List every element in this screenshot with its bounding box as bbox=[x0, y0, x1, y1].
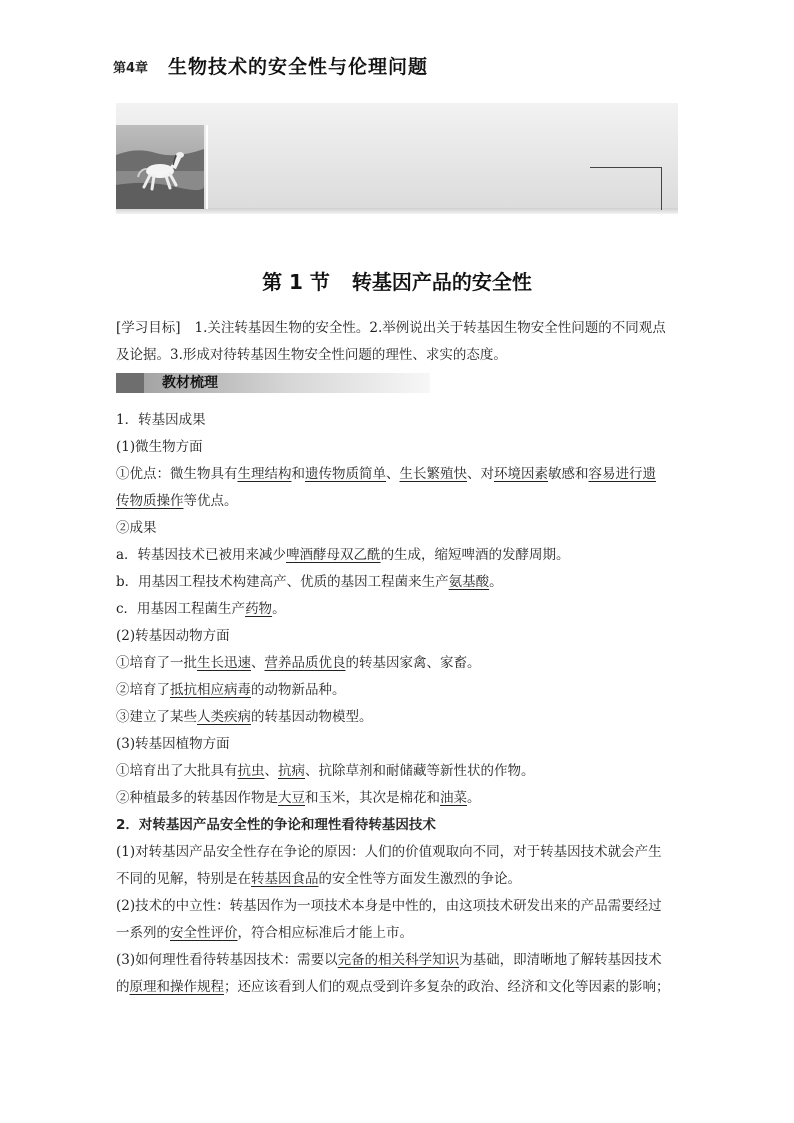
underlined-text: 生长迅速 bbox=[197, 655, 251, 671]
underlined-text: 人类疾病 bbox=[197, 709, 251, 725]
animal-item-3 bbox=[116, 704, 678, 731]
text: 一系列的 bbox=[116, 925, 170, 941]
underlined-text: 药物 bbox=[245, 601, 273, 617]
underlined-text: 容易进行遗 bbox=[588, 466, 656, 482]
text: ②种植最多的转基因作物是 bbox=[116, 790, 278, 806]
text: 为基础，即清晰地了解转基因技术 bbox=[459, 952, 662, 968]
advantage-line-2 bbox=[116, 488, 678, 515]
underlined-text: 遗传物质简单 bbox=[305, 466, 386, 482]
underlined-text: 生理结构 bbox=[237, 466, 292, 482]
result-b bbox=[116, 569, 678, 596]
advantage-line-1 bbox=[116, 461, 678, 488]
plant-item-1 bbox=[116, 758, 678, 785]
animal-item-1 bbox=[116, 650, 678, 677]
subheading-plant: (3)转基因植物方面 bbox=[116, 736, 230, 752]
rational-line-2 bbox=[116, 974, 678, 1001]
controversy-line-2 bbox=[116, 866, 678, 893]
text: ③建立了某些 bbox=[116, 709, 197, 725]
underlined-text: 传物质操作 bbox=[116, 493, 184, 509]
underlined-text: 转基因食品 bbox=[251, 871, 319, 887]
text: ；还应该看到人们的观点受到许多复杂的政治、经济和文化等因素的影响； bbox=[224, 979, 670, 995]
underlined-text: 生长繁殖快 bbox=[399, 466, 467, 482]
chapter-banner bbox=[116, 103, 678, 213]
underlined-text: 完备的相关科学知识 bbox=[337, 952, 460, 968]
text: ，符合相应标准后才能上市。 bbox=[237, 925, 413, 941]
banner-bracket-line bbox=[661, 167, 662, 210]
rational-line-1 bbox=[116, 947, 678, 974]
heading-1: 1．转基因成果 bbox=[116, 412, 206, 428]
text: ①培育了一批 bbox=[116, 655, 197, 671]
chapter-number: 第4章 bbox=[113, 61, 149, 76]
section-number: 第 1 节 bbox=[262, 270, 330, 294]
banner-divider bbox=[206, 125, 208, 209]
objectives-text: 1.关注转基因生物的安全性。2.举例说出关于转基因生物安全性问题的不同观点 bbox=[194, 320, 666, 336]
text: 的生成，缩短啤酒的发酵周期。 bbox=[380, 547, 570, 563]
animal-item-2 bbox=[116, 677, 678, 704]
text: 、抗除草剂和耐储藏等新性状的作物。 bbox=[305, 763, 535, 779]
section-title bbox=[0, 266, 794, 295]
results-heading: ②成果 bbox=[116, 520, 157, 536]
underlined-text: 环境因素 bbox=[494, 466, 548, 482]
text: 的转基因家禽、家畜。 bbox=[345, 655, 481, 671]
result-c bbox=[116, 596, 678, 623]
objectives-line-2: 及论据。3.形成对待转基因生物安全性问题的理性、求实的态度。 bbox=[116, 347, 507, 363]
text: ①优点：微生物具有 bbox=[116, 466, 238, 482]
text: c．用基因工程菌生产 bbox=[116, 601, 246, 617]
text: 。 bbox=[489, 574, 503, 590]
text: b．用基因工程技术构建高产、优质的基因工程菌来生产 bbox=[116, 574, 449, 590]
underlined-text: 原理和操作规程 bbox=[129, 979, 224, 995]
text: 、 bbox=[386, 466, 400, 482]
underlined-text: 抗虫 bbox=[237, 763, 265, 779]
objectives-label: [学习目标] bbox=[116, 320, 181, 336]
underlined-text: 抗病 bbox=[278, 763, 305, 779]
subheading-microbe: (1)微生物方面 bbox=[116, 439, 203, 455]
objectives-line-1 bbox=[116, 315, 678, 342]
text: 敏感和 bbox=[548, 466, 589, 482]
text: 。 bbox=[272, 601, 286, 617]
neutrality-line-2 bbox=[116, 920, 678, 947]
text: 的安全性等方面发生激烈的争论。 bbox=[318, 871, 521, 887]
text: ②培育了 bbox=[116, 682, 170, 698]
text: 的动物新品种。 bbox=[251, 682, 346, 698]
text: 等优点。 bbox=[183, 493, 238, 509]
text: 、对 bbox=[467, 466, 494, 482]
underlined-text: 抵抗相应病毒 bbox=[170, 682, 251, 698]
strip-label: 教材梳理 bbox=[162, 375, 218, 391]
text: 的 bbox=[116, 979, 130, 995]
text: 和 bbox=[291, 466, 305, 482]
strip-accent bbox=[116, 373, 144, 393]
underlined-text: 油菜 bbox=[440, 790, 467, 806]
text: 。 bbox=[467, 790, 481, 806]
text: 、 bbox=[251, 655, 265, 671]
heading-2: 2．对转基因产品安全性的争论和理性看待转基因技术 bbox=[116, 817, 436, 833]
section-heading-strip bbox=[116, 373, 430, 393]
underlined-text: 啤酒酵母双乙酰 bbox=[286, 547, 381, 563]
chapter-title: 生物技术的安全性与伦理问题 bbox=[168, 56, 429, 78]
underlined-text: 营养品质优良 bbox=[264, 655, 346, 671]
text: 和玉米，其次是棉花和 bbox=[305, 790, 440, 806]
subheading-animal: (2)转基因动物方面 bbox=[116, 628, 230, 644]
underlined-text: 大豆 bbox=[278, 790, 305, 806]
text: 、 bbox=[264, 763, 278, 779]
plant-item-2 bbox=[116, 785, 678, 812]
text: (3)如何理性看待转基因技术：需要以 bbox=[116, 952, 338, 968]
text: 不同的见解，特别是在 bbox=[116, 871, 251, 887]
section-name: 转基因产品的安全性 bbox=[351, 270, 532, 294]
controversy-line-1: (1)对转基因产品安全性存在争论的原因：人们的价值观取向不同，对于转基因技术就会产生 bbox=[116, 844, 662, 860]
horse-photo bbox=[116, 125, 204, 209]
underlined-text: 安全性评价 bbox=[170, 925, 238, 941]
text: a．转基因技术已被用来减少 bbox=[116, 547, 287, 563]
text: ①培育出了大批具有 bbox=[116, 763, 238, 779]
text: 的转基因动物模型。 bbox=[251, 709, 373, 725]
banner-bracket-line bbox=[590, 167, 662, 168]
neutrality-line-1: (2)技术的中立性：转基因作为一项技术本身是中性的，由这项技术研发出来的产品需要经过 bbox=[116, 898, 662, 914]
result-a bbox=[116, 542, 678, 569]
underlined-text: 氨基酸 bbox=[448, 574, 490, 590]
